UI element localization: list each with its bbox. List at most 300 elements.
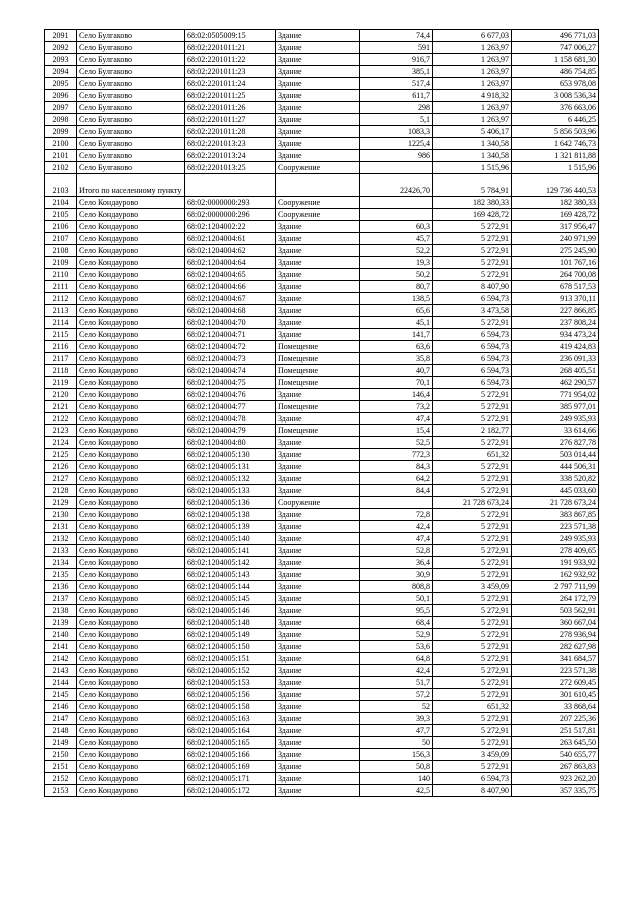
cadastral-number-cell: 68:02:1204005:164 — [185, 725, 276, 737]
settlement-cell: Село Кондаурово — [77, 533, 185, 545]
cadastral-value-cell: 678 517,53 — [512, 281, 599, 293]
table-row — [45, 749, 599, 761]
object-type-cell: Здание — [276, 737, 360, 749]
cadastral-number-cell: 68:02:1204005:153 — [185, 677, 276, 689]
cadastral-value-cell: 503 014,44 — [512, 449, 599, 461]
area-cell: 84,3 — [360, 461, 433, 473]
area-cell: 42,4 — [360, 521, 433, 533]
cadastral-value-cell: 376 663,06 — [512, 102, 599, 114]
cadastral-value-table — [44, 29, 599, 797]
cadastral-number-cell: 68:02:1204005:145 — [185, 593, 276, 605]
row-number-cell: 2099 — [45, 126, 77, 138]
table-row — [45, 66, 599, 78]
settlement-cell: Село Кондаурово — [77, 245, 185, 257]
unit-value-cell: 6 594,73 — [433, 377, 512, 389]
settlement-cell: Село Кондаурово — [77, 521, 185, 533]
table-row — [45, 497, 599, 509]
row-number-cell: 2096 — [45, 90, 77, 102]
unit-value-cell: 6 594,73 — [433, 341, 512, 353]
row-number-cell: 2127 — [45, 473, 77, 485]
area-cell: 42,4 — [360, 665, 433, 677]
settlement-cell: Село Кондаурово — [77, 641, 185, 653]
row-number-cell: 2101 — [45, 150, 77, 162]
cadastral-value-cell: 747 006,27 — [512, 42, 599, 54]
row-number-cell: 2151 — [45, 761, 77, 773]
cadastral-number-cell — [185, 174, 276, 197]
row-number-cell: 2149 — [45, 737, 77, 749]
row-number-cell: 2140 — [45, 629, 77, 641]
cadastral-number-cell: 68:02:2201011:27 — [185, 114, 276, 126]
settlement-cell: Село Кондаурово — [77, 461, 185, 473]
area-cell: 138,5 — [360, 293, 433, 305]
row-number-cell: 2131 — [45, 521, 77, 533]
settlement-cell: Село Кондаурово — [77, 785, 185, 797]
table-row — [45, 665, 599, 677]
unit-value-cell: 5 272,91 — [433, 521, 512, 533]
area-cell: 40,7 — [360, 365, 433, 377]
table-row — [45, 449, 599, 461]
object-type-cell: Здание — [276, 102, 360, 114]
cadastral-value-cell: 236 091,33 — [512, 353, 599, 365]
unit-value-cell: 1 340,58 — [433, 150, 512, 162]
object-type-cell: Здание — [276, 54, 360, 66]
cadastral-value-cell: 240 971,99 — [512, 233, 599, 245]
settlement-cell: Итого по населенному пункту — [77, 174, 185, 197]
object-type-cell: Здание — [276, 749, 360, 761]
area-cell: 63,6 — [360, 341, 433, 353]
cadastral-value-cell: 5 856 503,96 — [512, 126, 599, 138]
unit-value-cell: 5 272,91 — [433, 221, 512, 233]
object-type-cell: Здание — [276, 761, 360, 773]
settlement-cell: Село Кондаурово — [77, 197, 185, 209]
cadastral-value-cell: 249 935,93 — [512, 413, 599, 425]
settlement-cell: Село Кондаурово — [77, 749, 185, 761]
cadastral-number-cell: 68:02:1204005:150 — [185, 641, 276, 653]
cadastral-number-cell: 68:02:1204004:66 — [185, 281, 276, 293]
object-type-cell: Здание — [276, 317, 360, 329]
area-cell: 74,4 — [360, 30, 433, 42]
settlement-cell: Село Кондаурово — [77, 557, 185, 569]
cadastral-number-cell: 68:02:1204005:133 — [185, 485, 276, 497]
row-number-cell: 2126 — [45, 461, 77, 473]
cadastral-value-cell: 317 956,47 — [512, 221, 599, 233]
object-type-cell: Здание — [276, 701, 360, 713]
unit-value-cell: 5 272,91 — [433, 641, 512, 653]
cadastral-value-cell: 249 935,93 — [512, 533, 599, 545]
table-row — [45, 114, 599, 126]
object-type-cell: Здание — [276, 533, 360, 545]
object-type-cell: Здание — [276, 593, 360, 605]
cadastral-number-cell: 68:02:1204005:171 — [185, 773, 276, 785]
cadastral-number-cell: 68:02:1204004:78 — [185, 413, 276, 425]
area-cell: 50,8 — [360, 761, 433, 773]
object-type-cell — [276, 174, 360, 197]
unit-value-cell: 8 407,90 — [433, 785, 512, 797]
area-cell: 52,2 — [360, 245, 433, 257]
object-type-cell: Здание — [276, 150, 360, 162]
area-cell: 50,1 — [360, 593, 433, 605]
settlement-cell: Село Булгаково — [77, 114, 185, 126]
table-row — [45, 509, 599, 521]
table-row — [45, 281, 599, 293]
area-cell — [360, 497, 433, 509]
object-type-cell: Здание — [276, 114, 360, 126]
settlement-cell: Село Кондаурово — [77, 737, 185, 749]
cadastral-value-cell: 653 978,08 — [512, 78, 599, 90]
cadastral-number-cell: 68:02:1204004:71 — [185, 329, 276, 341]
area-cell — [360, 197, 433, 209]
object-type-cell: Здание — [276, 449, 360, 461]
table-row — [45, 245, 599, 257]
cadastral-number-cell: 68:02:1204004:76 — [185, 389, 276, 401]
row-number-cell: 2092 — [45, 42, 77, 54]
object-type-cell: Здание — [276, 689, 360, 701]
cadastral-value-cell: 2 797 711,99 — [512, 581, 599, 593]
row-number-cell: 2095 — [45, 78, 77, 90]
row-number-cell: 2107 — [45, 233, 77, 245]
settlement-cell: Село Кондаурово — [77, 485, 185, 497]
cadastral-number-cell: 68:02:2201013:25 — [185, 162, 276, 174]
object-type-cell: Здание — [276, 257, 360, 269]
cadastral-value-cell: 3 008 536,34 — [512, 90, 599, 102]
object-type-cell: Помещение — [276, 401, 360, 413]
settlement-cell: Село Кондаурово — [77, 605, 185, 617]
row-number-cell: 2144 — [45, 677, 77, 689]
row-number-cell: 2122 — [45, 413, 77, 425]
object-type-cell: Здание — [276, 245, 360, 257]
settlement-cell: Село Кондаурово — [77, 689, 185, 701]
settlement-cell: Село Кондаурово — [77, 425, 185, 437]
area-cell: 52,5 — [360, 437, 433, 449]
table-row — [45, 677, 599, 689]
unit-value-cell: 5 272,91 — [433, 629, 512, 641]
row-number-cell: 2105 — [45, 209, 77, 221]
unit-value-cell: 6 594,73 — [433, 353, 512, 365]
unit-value-cell: 1 263,97 — [433, 78, 512, 90]
settlement-cell: Село Кондаурово — [77, 581, 185, 593]
cadastral-value-cell: 1 321 811,88 — [512, 150, 599, 162]
cadastral-value-cell: 486 754,85 — [512, 66, 599, 78]
cadastral-value-cell: 268 405,51 — [512, 365, 599, 377]
unit-value-cell: 5 272,91 — [433, 473, 512, 485]
settlement-cell: Село Кондаурово — [77, 593, 185, 605]
unit-value-cell: 169 428,72 — [433, 209, 512, 221]
area-cell: 35,8 — [360, 353, 433, 365]
unit-value-cell: 5 272,91 — [433, 245, 512, 257]
unit-value-cell: 5 272,91 — [433, 569, 512, 581]
area-cell: 95,5 — [360, 605, 433, 617]
table-row — [45, 581, 599, 593]
area-cell: 591 — [360, 42, 433, 54]
area-cell: 73,2 — [360, 401, 433, 413]
unit-value-cell: 5 272,91 — [433, 593, 512, 605]
row-number-cell: 2150 — [45, 749, 77, 761]
cadastral-number-cell: 68:02:1204004:62 — [185, 245, 276, 257]
unit-value-cell: 5 272,91 — [433, 509, 512, 521]
settlement-cell: Село Кондаурово — [77, 317, 185, 329]
settlement-cell: Село Кондаурово — [77, 401, 185, 413]
settlement-cell: Село Кондаурово — [77, 473, 185, 485]
settlement-cell: Село Кондаурово — [77, 233, 185, 245]
row-number-cell: 2146 — [45, 701, 77, 713]
object-type-cell: Помещение — [276, 377, 360, 389]
object-type-cell: Здание — [276, 617, 360, 629]
unit-value-cell: 5 272,91 — [433, 653, 512, 665]
row-number-cell: 2135 — [45, 569, 77, 581]
cadastral-value-cell: 207 225,36 — [512, 713, 599, 725]
unit-value-cell: 6 677,03 — [433, 30, 512, 42]
table-row — [45, 689, 599, 701]
row-number-cell: 2133 — [45, 545, 77, 557]
object-type-cell: Здание — [276, 138, 360, 150]
cadastral-number-cell: 68:02:1204004:68 — [185, 305, 276, 317]
cadastral-value-cell: 267 863,83 — [512, 761, 599, 773]
cadastral-value-cell: 6 446,25 — [512, 114, 599, 126]
unit-value-cell: 3 459,09 — [433, 749, 512, 761]
row-number-cell: 2114 — [45, 317, 77, 329]
unit-value-cell: 5 272,91 — [433, 269, 512, 281]
table-row — [45, 617, 599, 629]
area-cell: 15,4 — [360, 425, 433, 437]
table-row — [45, 533, 599, 545]
object-type-cell: Здание — [276, 30, 360, 42]
cadastral-value-cell: 419 424,83 — [512, 341, 599, 353]
cadastral-value-cell: 223 571,38 — [512, 665, 599, 677]
row-number-cell: 2121 — [45, 401, 77, 413]
cadastral-value-cell: 1 158 681,30 — [512, 54, 599, 66]
unit-value-cell: 5 406,17 — [433, 126, 512, 138]
table-row — [45, 389, 599, 401]
area-cell: 65,6 — [360, 305, 433, 317]
area-cell: 53,6 — [360, 641, 433, 653]
cadastral-number-cell: 68:02:1204004:77 — [185, 401, 276, 413]
cadastral-value-cell: 462 290,57 — [512, 377, 599, 389]
table-row — [45, 221, 599, 233]
row-number-cell: 2094 — [45, 66, 77, 78]
unit-value-cell: 2 182,77 — [433, 425, 512, 437]
unit-value-cell: 3 473,58 — [433, 305, 512, 317]
area-cell: 45,7 — [360, 233, 433, 245]
unit-value-cell: 5 272,91 — [433, 413, 512, 425]
settlement-cell: Село Кондаурово — [77, 701, 185, 713]
table-row — [45, 209, 599, 221]
row-number-cell: 2120 — [45, 389, 77, 401]
unit-value-cell: 5 272,91 — [433, 677, 512, 689]
unit-value-cell: 5 272,91 — [433, 617, 512, 629]
row-number-cell: 2116 — [45, 341, 77, 353]
cadastral-value-cell: 182 380,33 — [512, 197, 599, 209]
cadastral-value-cell: 278 409,65 — [512, 545, 599, 557]
table-row — [45, 102, 599, 114]
cadastral-value-cell: 360 667,04 — [512, 617, 599, 629]
unit-value-cell: 5 272,91 — [433, 389, 512, 401]
table-row — [45, 557, 599, 569]
row-number-cell: 2139 — [45, 617, 77, 629]
table-row — [45, 353, 599, 365]
object-type-cell: Здание — [276, 785, 360, 797]
cadastral-number-cell: 68:02:2201011:23 — [185, 66, 276, 78]
row-number-cell: 2119 — [45, 377, 77, 389]
area-cell: 385,1 — [360, 66, 433, 78]
area-cell: 50 — [360, 737, 433, 749]
cadastral-number-cell: 68:02:1204004:79 — [185, 425, 276, 437]
cadastral-number-cell: 68:02:1204005:151 — [185, 653, 276, 665]
table-row — [45, 341, 599, 353]
area-cell: 64,8 — [360, 653, 433, 665]
area-cell: 51,7 — [360, 677, 433, 689]
area-cell: 39,3 — [360, 713, 433, 725]
cadastral-value-cell: 1 515,96 — [512, 162, 599, 174]
cadastral-value-cell: 383 867,85 — [512, 509, 599, 521]
cadastral-number-cell: 68:02:1204005:132 — [185, 473, 276, 485]
area-cell: 5,1 — [360, 114, 433, 126]
object-type-cell: Здание — [276, 581, 360, 593]
cadastral-number-cell: 68:02:2201011:22 — [185, 54, 276, 66]
settlement-cell: Село Булгаково — [77, 90, 185, 102]
settlement-cell: Село Кондаурово — [77, 389, 185, 401]
object-type-cell: Здание — [276, 665, 360, 677]
row-number-cell: 2137 — [45, 593, 77, 605]
object-type-cell: Здание — [276, 677, 360, 689]
cadastral-value-cell: 338 520,82 — [512, 473, 599, 485]
row-number-cell: 2097 — [45, 102, 77, 114]
cadastral-number-cell: 68:02:1204004:73 — [185, 353, 276, 365]
unit-value-cell: 1 263,97 — [433, 114, 512, 126]
area-cell: 808,8 — [360, 581, 433, 593]
row-number-cell: 2124 — [45, 437, 77, 449]
object-type-cell: Здание — [276, 473, 360, 485]
cadastral-value-cell: 263 645,50 — [512, 737, 599, 749]
cadastral-number-cell: 68:02:1204005:136 — [185, 497, 276, 509]
settlement-cell: Село Кондаурово — [77, 449, 185, 461]
area-cell: 64,2 — [360, 473, 433, 485]
table-row — [45, 485, 599, 497]
table-row — [45, 425, 599, 437]
table-row — [45, 653, 599, 665]
unit-value-cell: 5 272,91 — [433, 557, 512, 569]
table-row — [45, 545, 599, 557]
unit-value-cell: 1 263,97 — [433, 102, 512, 114]
object-type-cell: Здание — [276, 90, 360, 102]
object-type-cell: Помещение — [276, 365, 360, 377]
cadastral-number-cell: 68:02:2201011:24 — [185, 78, 276, 90]
table-row — [45, 54, 599, 66]
table-row — [45, 126, 599, 138]
settlement-cell: Село Кондаурово — [77, 437, 185, 449]
object-type-cell: Сооружение — [276, 497, 360, 509]
table-row — [45, 78, 599, 90]
object-type-cell: Здание — [276, 281, 360, 293]
settlement-cell: Село Кондаурово — [77, 677, 185, 689]
unit-value-cell: 5 272,91 — [433, 533, 512, 545]
table-row — [45, 365, 599, 377]
object-type-cell: Здание — [276, 437, 360, 449]
row-number-cell: 2142 — [45, 653, 77, 665]
row-number-cell: 2091 — [45, 30, 77, 42]
cadastral-value-cell: 282 627,98 — [512, 641, 599, 653]
unit-value-cell: 651,32 — [433, 701, 512, 713]
table-row — [45, 569, 599, 581]
cadastral-number-cell: 68:02:0505009:15 — [185, 30, 276, 42]
unit-value-cell: 5 272,91 — [433, 317, 512, 329]
table-row — [45, 317, 599, 329]
row-number-cell: 2111 — [45, 281, 77, 293]
settlement-cell: Село Булгаково — [77, 162, 185, 174]
row-number-cell: 2109 — [45, 257, 77, 269]
cadastral-number-cell: 68:02:1204005:149 — [185, 629, 276, 641]
unit-value-cell: 182 380,33 — [433, 197, 512, 209]
row-number-cell: 2153 — [45, 785, 77, 797]
area-cell: 986 — [360, 150, 433, 162]
cadastral-value-cell: 129 736 440,53 — [512, 174, 599, 197]
unit-value-cell: 4 918,32 — [433, 90, 512, 102]
settlement-cell: Село Кондаурово — [77, 353, 185, 365]
unit-value-cell: 5 784,91 — [433, 174, 512, 197]
cadastral-value-cell: 169 428,72 — [512, 209, 599, 221]
cadastral-value-cell: 341 684,57 — [512, 653, 599, 665]
cadastral-number-cell: 68:02:1204004:65 — [185, 269, 276, 281]
cadastral-value-cell: 251 517,81 — [512, 725, 599, 737]
settlement-cell: Село Кондаурово — [77, 305, 185, 317]
table-row — [45, 605, 599, 617]
object-type-cell: Здание — [276, 545, 360, 557]
table-row — [45, 461, 599, 473]
cadastral-value-cell: 496 771,03 — [512, 30, 599, 42]
row-number-cell: 2147 — [45, 713, 77, 725]
table-row — [45, 329, 599, 341]
row-number-cell: 2100 — [45, 138, 77, 150]
cadastral-number-cell: 68:02:1204004:61 — [185, 233, 276, 245]
object-type-cell: Здание — [276, 389, 360, 401]
object-type-cell: Сооружение — [276, 197, 360, 209]
row-number-cell: 2104 — [45, 197, 77, 209]
row-number-cell: 2113 — [45, 305, 77, 317]
area-cell: 517,4 — [360, 78, 433, 90]
unit-value-cell: 6 594,73 — [433, 293, 512, 305]
cadastral-number-cell: 68:02:1204005:141 — [185, 545, 276, 557]
table-row — [45, 174, 599, 197]
cadastral-value-cell: 33 614,66 — [512, 425, 599, 437]
area-cell: 146,4 — [360, 389, 433, 401]
row-number-cell: 2103 — [45, 174, 77, 197]
area-cell — [360, 162, 433, 174]
settlement-cell: Село Кондаурово — [77, 221, 185, 233]
unit-value-cell: 21 728 673,24 — [433, 497, 512, 509]
row-number-cell: 2098 — [45, 114, 77, 126]
object-type-cell: Помещение — [276, 353, 360, 365]
settlement-cell: Село Кондаурово — [77, 545, 185, 557]
settlement-cell: Село Кондаурово — [77, 725, 185, 737]
settlement-cell: Село Кондаурово — [77, 653, 185, 665]
unit-value-cell: 5 272,91 — [433, 485, 512, 497]
settlement-cell: Село Кондаурово — [77, 713, 185, 725]
area-cell: 298 — [360, 102, 433, 114]
unit-value-cell: 5 272,91 — [433, 437, 512, 449]
cadastral-value-cell: 191 933,92 — [512, 557, 599, 569]
cadastral-value-cell: 264 172,79 — [512, 593, 599, 605]
object-type-cell: Здание — [276, 221, 360, 233]
object-type-cell: Здание — [276, 293, 360, 305]
row-number-cell: 2130 — [45, 509, 77, 521]
object-type-cell: Здание — [276, 773, 360, 785]
row-number-cell: 2123 — [45, 425, 77, 437]
row-number-cell: 2148 — [45, 725, 77, 737]
cadastral-number-cell: 68:02:1204005:143 — [185, 569, 276, 581]
cadastral-value-cell: 444 506,31 — [512, 461, 599, 473]
unit-value-cell: 5 272,91 — [433, 725, 512, 737]
area-cell: 52,8 — [360, 545, 433, 557]
unit-value-cell: 3 459,09 — [433, 581, 512, 593]
